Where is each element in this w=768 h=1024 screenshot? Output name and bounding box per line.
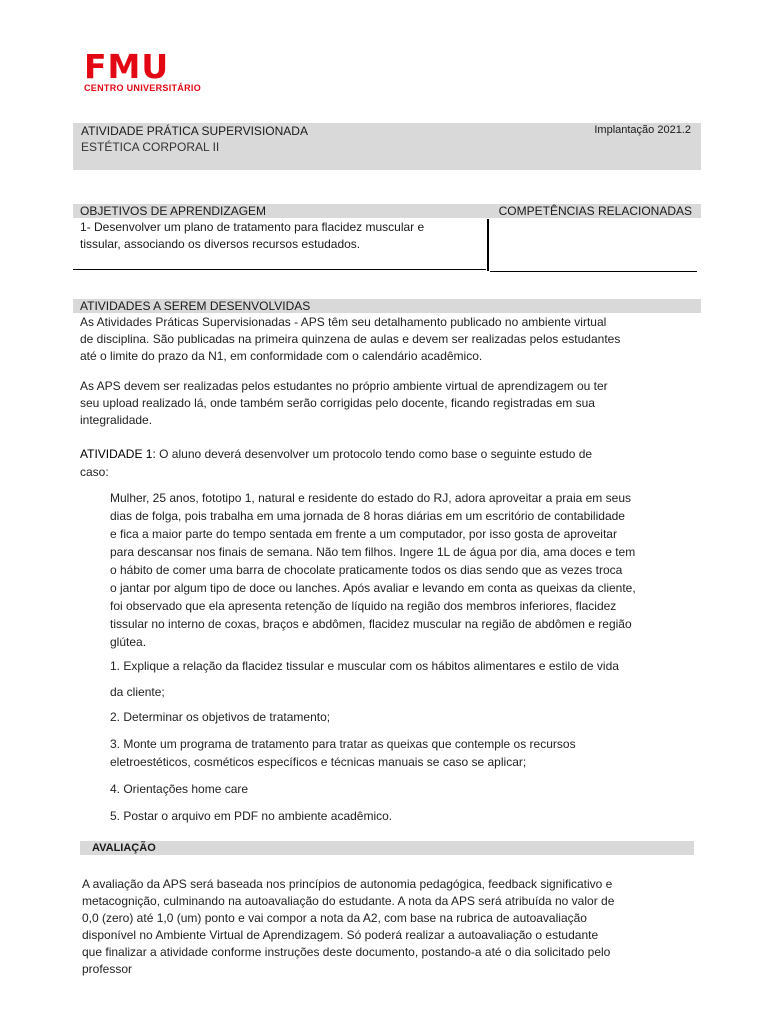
question-line: da cliente;: [110, 685, 165, 699]
question-2: 2. Determinar os objetivos de tratamento;: [110, 710, 331, 724]
evaluation-text: [82, 876, 692, 978]
document-title: ATIVIDADE PRÁTICA SUPERVISIONADA: [81, 124, 308, 138]
case-line: para descansar nos finais de semana. Não tem filhos. Ingere 1L de água por dia, ama doces e tem: [110, 545, 636, 559]
paragraph-line: de disciplina. São publicadas na primeira quinzena de aulas e devem ser realizadas pelos estudantes: [80, 332, 621, 346]
evaluation-heading-bar: [80, 841, 694, 855]
evaluation-line: 0,0 (zero) até 1,0 (um) ponto e vai compor a nota da A2, com base na rubrica de autoavaliação: [82, 911, 587, 925]
paragraph-line: As Atividades Práticas Supervisionadas - APS têm seu detalhamento publicado no ambiente virtual: [80, 315, 607, 329]
evaluation-line: professor: [82, 962, 133, 976]
evaluation-line: A avaliação da APS será baseada nos princípios de autonomia pedagógica, feedback significativo e: [82, 877, 613, 891]
question-5: 5. Postar o arquivo em PDF no ambiente acadêmico.: [110, 809, 393, 823]
question-line: 3. Monte um programa de tratamento para tratar as queixas que contemple os recursos: [110, 737, 576, 751]
question-4: 4. Orientações home care: [110, 782, 249, 796]
objectives-text: [80, 219, 475, 253]
evaluation-line: disponível no Ambiente Virtual de Aprendizagem. Só poderá realizar a autoavaliação o estudante: [82, 928, 599, 942]
table-divider: [487, 219, 489, 271]
objective-line: tissular, associando os diversos recursos estudados.: [80, 237, 361, 251]
objectives-heading: OBJETIVOS DE APRENDIZAGEM: [80, 204, 267, 218]
fmu-logo: [84, 47, 202, 93]
table-bottom-rule: [490, 271, 697, 272]
evaluation-line: metacognição, culminando na autoavaliação do estudante. A nota da APS será atribuída no valor de: [82, 894, 615, 908]
course-name: ESTÉTICA CORPORAL II: [81, 140, 220, 154]
document-header: [73, 123, 701, 170]
case-line: o hábito de comer uma barra de chocolate praticamente todos os dias sendo que as vezes troca: [110, 563, 623, 577]
activities-paragraph-1: [80, 314, 680, 365]
activity-1-text: O aluno deverá desenvolver um protocolo tendo como base o seguinte estudo de: [155, 447, 593, 461]
logo-mark: FMU: [84, 47, 170, 86]
case-study: [110, 489, 660, 651]
competencies-heading: COMPETÊNCIAS RELACIONADAS: [498, 204, 692, 218]
case-line: o jantar por algum tipo de doce ou lanches. Após avaliar e levando em conta as queixas da cliente,: [110, 581, 636, 595]
question-3: [110, 735, 650, 771]
paragraph-line: até o limite do prazo da N1, em conformidade com o calendário acadêmico.: [80, 349, 483, 363]
question-line: eletroestéticos, cosméticos específicos e técnicas manuais se caso se aplicar;: [110, 755, 527, 769]
case-line: dias de folga, pois trabalha em uma jornada de 8 horas diárias em um escritório de contabilidade: [110, 509, 625, 523]
evaluation-heading: AVALIAÇÃO: [92, 842, 156, 854]
question-1: [110, 657, 650, 701]
activity-1-label: ATIVIDADE 1:: [80, 447, 156, 461]
case-line: tissular no interno de coxas, braços e abdômen, flacidez muscular na região de abdômen e região: [110, 617, 632, 631]
question-line: 1. Explique a relação da flacidez tissular e muscular com os hábitos alimentares e estilo de vida: [110, 659, 619, 673]
objectives-heading-bar: [73, 204, 701, 218]
paragraph-line: caso:: [80, 465, 109, 479]
case-line: e fica a maior parte do tempo sentada em frente a um computador, por isso gosta de aproveitar: [110, 527, 617, 541]
paragraph-line: seu upload realizado lá, onde também serão corrigidas pelo docente, ficando registradas em sua: [80, 396, 595, 410]
activities-heading: ATIVIDADES A SEREM DESENVOLVIDAS: [80, 299, 311, 313]
evaluation-line: que finalizar a atividade conforme instruções deste documento, postando-a até o dia solicitado pelo: [82, 945, 611, 959]
case-line: Mulher, 25 anos, fototipo 1, natural e residente do estado do RJ, adora aproveitar a praia em seus: [110, 491, 631, 505]
implementation-label: Implantação 2021.2: [594, 124, 691, 136]
paragraph-line: integralidade.: [80, 413, 153, 427]
case-line: glútea.: [110, 635, 147, 649]
activities-heading-bar: [73, 299, 701, 313]
logo-subtitle: CENTRO UNIVERSITÁRIO: [84, 83, 202, 93]
case-line: foi observado que ela apresenta retenção de líquido na região dos membros inferiores, flacidez: [110, 599, 617, 613]
table-bottom-rule: [73, 269, 486, 270]
activity-1-intro: [80, 445, 680, 481]
paragraph-line: As APS devem ser realizadas pelos estudantes no próprio ambiente virtual de aprendizagem ou ter: [80, 379, 608, 393]
objective-line: 1- Desenvolver um plano de tratamento para flacidez muscular e: [80, 220, 425, 234]
activities-paragraph-2: [80, 378, 680, 429]
